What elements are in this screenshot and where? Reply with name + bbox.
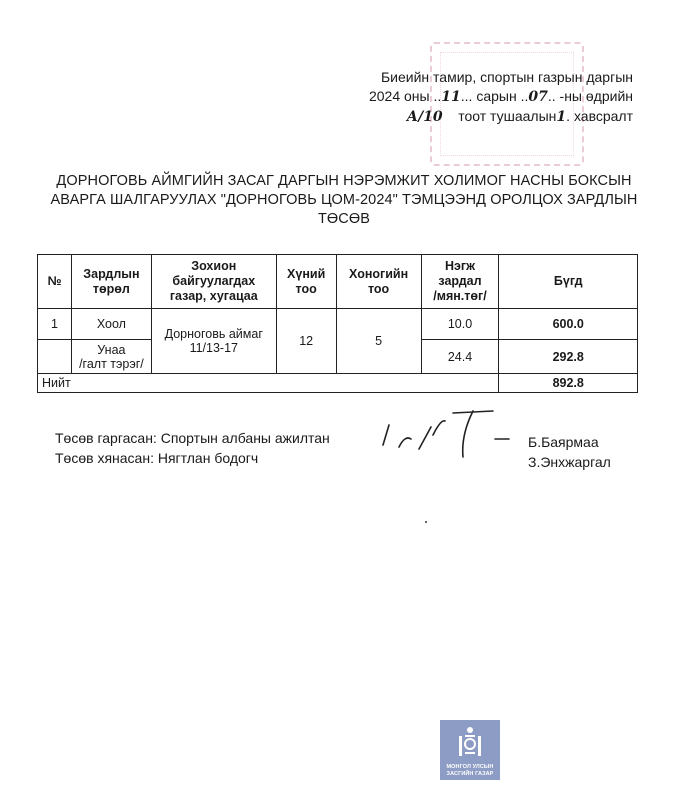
place-period-cell: Дорноговь аймаг 11/13-17	[151, 309, 276, 374]
handwritten-order-number: А/10	[406, 109, 443, 125]
budget-table	[37, 254, 638, 393]
header-total: Бүгд	[499, 255, 638, 309]
government-logo	[440, 720, 500, 780]
header-place-period: Зохион байгуулагдах газар, хугацаа	[151, 255, 276, 309]
logo-text: МОНГОЛ УЛСЫН ЗАСГИЙН ГАЗАР	[446, 764, 494, 777]
row1-no: 1	[38, 309, 72, 340]
row2-type: Унаа /галт тэрэг/	[71, 340, 151, 374]
title-line-2: АВАРГА ШАЛГАРУУЛАХ "ДОРНОГОВЬ ЦОМ-2024" ТЭМЦЭЭНД ОРОЛЦОХ ЗАРДЛЫН	[50, 192, 638, 208]
row2-unit-cost: 24.4	[421, 340, 499, 374]
row2-no	[38, 340, 72, 374]
title-line-1: ДОРНОГОВЬ АЙМГИЙН ЗАСАГ ДАРГЫН НЭРЭМЖИТ ХОЛИМОГ НАСНЫ БОКСЫН	[56, 173, 632, 189]
prepared-by-line: Төсөв гаргасан: Спортын албаны ажилтан	[55, 430, 330, 446]
approval-line-1: Биеийн тамир, спортын газрын даргын	[380, 69, 633, 85]
approval-line-2: 2024 оны ..11... сарын ..07.. -ны өдрийн	[368, 88, 633, 105]
handwritten-month: 11	[441, 89, 461, 105]
checked-by-line: Төсөв хянасан: Нягтлан бодогч	[55, 450, 259, 466]
header-people-count: Хүний тоо	[276, 255, 336, 309]
handwritten-signature	[375, 405, 525, 465]
soyombo-emblem-icon	[456, 724, 484, 760]
table-total-row	[38, 374, 638, 393]
row1-unit-cost: 10.0	[421, 309, 499, 340]
days-count-cell: 5	[336, 309, 421, 374]
header-days-count: Хоногийн тоо	[336, 255, 421, 309]
title-line-3: ТӨСӨВ	[317, 211, 371, 227]
approval-line-3: А/10 тоот тушаалын1. хавсралт	[406, 108, 633, 125]
people-count-cell: 12	[276, 309, 336, 374]
signatory-names	[528, 432, 611, 472]
signature-roles	[55, 428, 330, 468]
handwritten-appendix-number: 1	[556, 109, 567, 125]
row1-total: 600.0	[499, 309, 638, 340]
handwritten-day: 07	[528, 89, 548, 105]
grand-total-value: 892.8	[499, 374, 638, 393]
approval-reference	[303, 68, 633, 127]
stray-dot	[425, 521, 427, 523]
table-row	[38, 309, 638, 340]
row2-total: 292.8	[499, 340, 638, 374]
table-header-row	[38, 255, 638, 309]
name-preparer: Б.Баярмаа	[528, 434, 599, 450]
document-title	[40, 172, 648, 229]
row1-type: Хоол	[71, 309, 151, 340]
name-checker: З.Энхжаргал	[528, 454, 611, 470]
header-expense-type: Зардлын төрөл	[71, 255, 151, 309]
header-unit-cost: Нэгж зардал /мян.төг/	[421, 255, 499, 309]
header-no: №	[38, 255, 72, 309]
grand-total-label: Нийт	[38, 374, 499, 393]
